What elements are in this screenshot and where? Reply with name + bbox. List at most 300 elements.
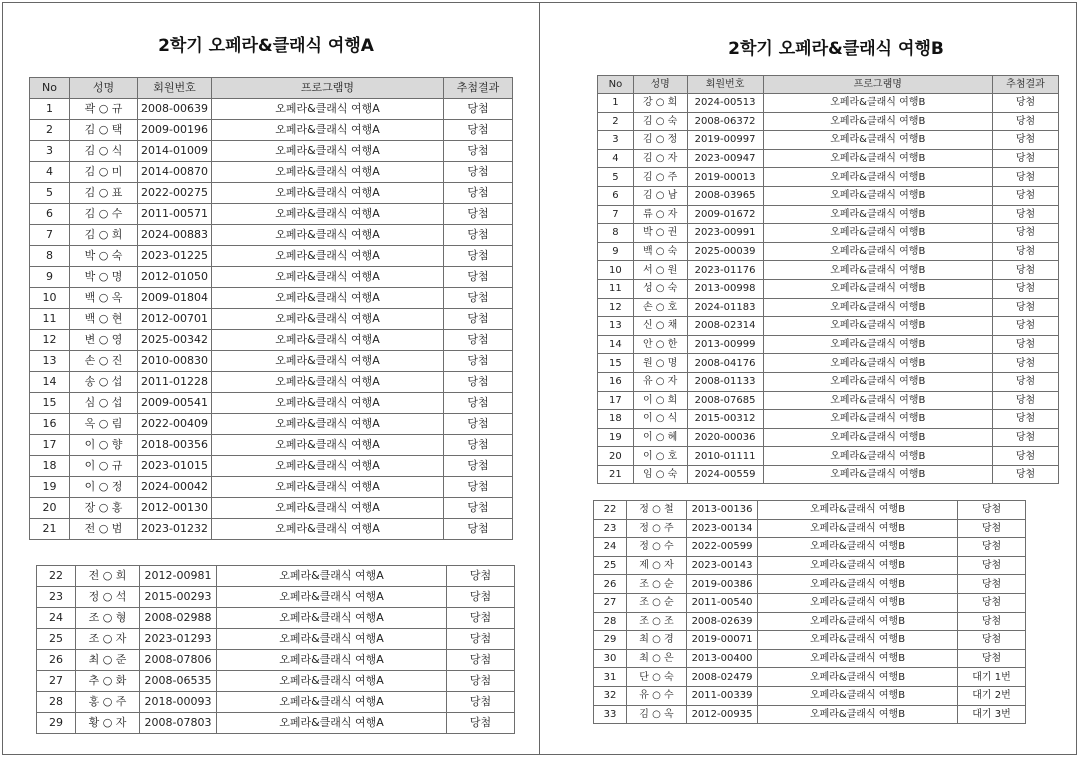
member-id-cell: 2023-00143 [687, 556, 758, 575]
member-id-cell: 2023-00991 [687, 224, 763, 243]
name-cell: 서 ○ 원 [633, 261, 687, 280]
program-cell: 오페라&클래식 여행A [212, 267, 444, 288]
no-cell: 15 [598, 354, 634, 373]
result-cell: 당첨 [444, 498, 513, 519]
program-cell: 오페라&클래식 여행B [763, 149, 992, 168]
name-cell: 백 ○ 숙 [633, 242, 687, 261]
header-program: 프로그램명 [763, 76, 992, 94]
member-id-cell: 2008-07803 [140, 713, 217, 734]
name-cell: 김 ○ 미 [70, 162, 138, 183]
member-id-cell: 2010-01111 [687, 447, 763, 466]
header-result: 추첨결과 [444, 78, 513, 99]
result-cell: 당첨 [992, 242, 1058, 261]
program-cell: 오페라&클래식 여행A [212, 225, 444, 246]
member-id-cell: 2008-06372 [687, 112, 763, 131]
member-id-cell: 2011-01228 [138, 372, 212, 393]
result-cell: 당첨 [444, 330, 513, 351]
result-cell: 당첨 [958, 631, 1026, 650]
table-row [598, 391, 1059, 410]
name-cell: 안 ○ 한 [633, 335, 687, 354]
result-cell: 당첨 [992, 261, 1058, 280]
result-cell: 당첨 [444, 183, 513, 204]
program-cell: 오페라&클래식 여행B [763, 94, 992, 113]
member-id-cell: 2011-00571 [138, 204, 212, 225]
program-cell: 오페라&클래식 여행B [763, 279, 992, 298]
no-cell: 6 [598, 186, 634, 205]
no-cell: 22 [594, 501, 627, 520]
table-row [30, 267, 513, 288]
name-cell: 김 ○ 식 [70, 141, 138, 162]
program-cell: 오페라&클래식 여행A [212, 309, 444, 330]
name-cell: 조 ○ 순 [627, 575, 687, 594]
member-id-cell: 2023-00947 [687, 149, 763, 168]
member-id-cell: 2024-00883 [138, 225, 212, 246]
table-header-row [598, 76, 1059, 94]
table-row [594, 668, 1026, 687]
header-no: No [30, 78, 70, 99]
result-cell: 당첨 [444, 519, 513, 540]
program-cell: 오페라&클래식 여행B [758, 501, 958, 520]
name-cell: 유 ○ 수 [627, 686, 687, 705]
member-id-cell: 2008-03965 [687, 186, 763, 205]
result-cell: 당첨 [444, 456, 513, 477]
member-id-cell: 2011-00540 [687, 593, 758, 612]
program-cell: 오페라&클래식 여행A [212, 120, 444, 141]
name-cell: 성 ○ 숙 [633, 279, 687, 298]
program-cell: 오페라&클래식 여행A [212, 498, 444, 519]
member-id-cell: 2008-02479 [687, 668, 758, 687]
result-cell: 당첨 [447, 692, 515, 713]
no-cell: 24 [37, 608, 76, 629]
result-cell: 당첨 [992, 131, 1058, 150]
name-cell: 정 ○ 주 [627, 519, 687, 538]
name-cell: 김 ○ 자 [633, 149, 687, 168]
header-no: No [598, 76, 634, 94]
table-row [30, 393, 513, 414]
no-cell: 33 [594, 705, 627, 724]
no-cell: 3 [598, 131, 634, 150]
program-cell: 오페라&클래식 여행A [212, 246, 444, 267]
member-id-cell: 2013-00999 [687, 335, 763, 354]
name-cell: 박 ○ 명 [70, 267, 138, 288]
member-id-cell: 2013-00998 [687, 279, 763, 298]
result-cell: 당첨 [447, 713, 515, 734]
name-cell: 손 ○ 호 [633, 298, 687, 317]
name-cell: 이 ○ 식 [633, 410, 687, 429]
no-cell: 8 [598, 224, 634, 243]
result-cell: 당첨 [444, 99, 513, 120]
result-cell: 당첨 [992, 224, 1058, 243]
table-row [37, 608, 515, 629]
member-id-cell: 2008-07685 [687, 391, 763, 410]
no-cell: 20 [598, 447, 634, 466]
name-cell: 조 ○ 조 [627, 612, 687, 631]
program-cell: 오페라&클래식 여행B [763, 131, 992, 150]
program-cell: 오페라&클래식 여행B [763, 391, 992, 410]
no-cell: 7 [30, 225, 70, 246]
result-cell: 당첨 [992, 447, 1058, 466]
table-row [30, 99, 513, 120]
program-cell: 오페라&클래식 여행A [217, 608, 447, 629]
table-row [598, 168, 1059, 187]
name-cell: 심 ○ 섭 [70, 393, 138, 414]
result-cell: 당첨 [992, 149, 1058, 168]
no-cell: 5 [30, 183, 70, 204]
name-cell: 송 ○ 섭 [70, 372, 138, 393]
table-row [30, 372, 513, 393]
no-cell: 14 [598, 335, 634, 354]
no-cell: 4 [598, 149, 634, 168]
program-cell: 오페라&클래식 여행B [763, 372, 992, 391]
no-cell: 10 [598, 261, 634, 280]
result-cell: 당첨 [447, 608, 515, 629]
table-row [594, 631, 1026, 650]
result-cell: 대기 2번 [958, 686, 1026, 705]
no-cell: 5 [598, 168, 634, 187]
table-row [594, 519, 1026, 538]
name-cell: 최 ○ 경 [627, 631, 687, 650]
no-cell: 7 [598, 205, 634, 224]
result-cell: 당첨 [444, 246, 513, 267]
result-cell: 대기 3번 [958, 705, 1026, 724]
member-id-cell: 2014-00870 [138, 162, 212, 183]
no-cell: 31 [594, 668, 627, 687]
no-cell: 8 [30, 246, 70, 267]
result-cell: 당첨 [447, 587, 515, 608]
no-cell: 11 [598, 279, 634, 298]
member-id-cell: 2009-00196 [138, 120, 212, 141]
table-row [30, 351, 513, 372]
name-cell: 임 ○ 숙 [633, 465, 687, 484]
result-cell: 당첨 [992, 335, 1058, 354]
table-row [37, 713, 515, 734]
program-cell: 오페라&클래식 여행B [758, 686, 958, 705]
result-cell: 당첨 [992, 317, 1058, 336]
table-row [30, 183, 513, 204]
program-cell: 오페라&클래식 여행B [763, 261, 992, 280]
member-id-cell: 2011-00339 [687, 686, 758, 705]
no-cell: 11 [30, 309, 70, 330]
no-cell: 18 [30, 456, 70, 477]
member-id-cell: 2018-00356 [138, 435, 212, 456]
program-cell: 오페라&클래식 여행B [763, 428, 992, 447]
result-cell: 당첨 [444, 267, 513, 288]
program-cell: 오페라&클래식 여행B [763, 224, 992, 243]
result-cell: 당첨 [444, 477, 513, 498]
name-cell: 단 ○ 숙 [627, 668, 687, 687]
member-id-cell: 2015-00312 [687, 410, 763, 429]
table-a-part2 [36, 565, 515, 734]
table-row [598, 112, 1059, 131]
result-cell: 당첨 [444, 162, 513, 183]
member-id-cell: 2023-01015 [138, 456, 212, 477]
program-cell: 오페라&클래식 여행A [212, 372, 444, 393]
no-cell: 26 [594, 575, 627, 594]
result-cell: 당첨 [958, 501, 1026, 520]
program-cell: 오페라&클래식 여행A [212, 288, 444, 309]
program-cell: 오페라&클래식 여행B [763, 335, 992, 354]
program-cell: 오페라&클래식 여행A [212, 393, 444, 414]
no-cell: 13 [598, 317, 634, 336]
table-row [598, 261, 1059, 280]
member-id-cell: 2015-00293 [140, 587, 217, 608]
table-row [30, 435, 513, 456]
name-cell: 이 ○ 혜 [633, 428, 687, 447]
member-id-cell: 2022-00409 [138, 414, 212, 435]
member-id-cell: 2023-01176 [687, 261, 763, 280]
table-row [30, 498, 513, 519]
member-id-cell: 2008-04176 [687, 354, 763, 373]
page-title-b: 2학기 오페라&클래식 여행B [728, 39, 944, 59]
program-cell: 오페라&클래식 여행B [763, 205, 992, 224]
member-id-cell: 2013-00136 [687, 501, 758, 520]
right-page [539, 2, 1077, 755]
no-cell: 13 [30, 351, 70, 372]
name-cell: 김 ○ 옥 [627, 705, 687, 724]
program-cell: 오페라&클래식 여행B [763, 298, 992, 317]
no-cell: 27 [594, 593, 627, 612]
result-cell: 당첨 [992, 428, 1058, 447]
member-id-cell: 2019-00071 [687, 631, 758, 650]
name-cell: 신 ○ 채 [633, 317, 687, 336]
program-cell: 오페라&클래식 여행A [212, 141, 444, 162]
program-cell: 오페라&클래식 여행A [217, 587, 447, 608]
table-row [37, 566, 515, 587]
table-row [30, 225, 513, 246]
member-id-cell: 2023-01225 [138, 246, 212, 267]
no-cell: 25 [594, 556, 627, 575]
result-cell: 당첨 [992, 410, 1058, 429]
table-row [598, 149, 1059, 168]
name-cell: 김 ○ 표 [70, 183, 138, 204]
table-row [594, 649, 1026, 668]
table-row [598, 447, 1059, 466]
table-b-part2 [593, 500, 1026, 724]
no-cell: 18 [598, 410, 634, 429]
member-id-cell: 2012-00981 [140, 566, 217, 587]
no-cell: 16 [30, 414, 70, 435]
table-row [598, 428, 1059, 447]
member-id-cell: 2023-01293 [140, 629, 217, 650]
program-cell: 오페라&클래식 여행B [758, 556, 958, 575]
program-cell: 오페라&클래식 여행B [763, 317, 992, 336]
program-cell: 오페라&클래식 여행B [758, 612, 958, 631]
name-cell: 제 ○ 자 [627, 556, 687, 575]
program-cell: 오페라&클래식 여행B [763, 354, 992, 373]
name-cell: 김 ○ 주 [633, 168, 687, 187]
table-row [30, 477, 513, 498]
member-id-cell: 2008-00639 [138, 99, 212, 120]
header-member-id: 회원번호 [687, 76, 763, 94]
table-row [598, 279, 1059, 298]
program-cell: 오페라&클래식 여행B [763, 410, 992, 429]
member-id-cell: 2012-00130 [138, 498, 212, 519]
result-cell: 당첨 [992, 112, 1058, 131]
member-id-cell: 2018-00093 [140, 692, 217, 713]
table-row [37, 692, 515, 713]
no-cell: 6 [30, 204, 70, 225]
no-cell: 10 [30, 288, 70, 309]
table-b-part1 [597, 75, 1059, 484]
no-cell: 14 [30, 372, 70, 393]
program-cell: 오페라&클래식 여행B [763, 242, 992, 261]
table-row [598, 465, 1059, 484]
table-row [598, 335, 1059, 354]
result-cell: 당첨 [447, 671, 515, 692]
name-cell: 정 ○ 철 [627, 501, 687, 520]
no-cell: 4 [30, 162, 70, 183]
header-member-id: 회원번호 [138, 78, 212, 99]
program-cell: 오페라&클래식 여행A [212, 414, 444, 435]
member-id-cell: 2023-01232 [138, 519, 212, 540]
no-cell: 12 [30, 330, 70, 351]
no-cell: 3 [30, 141, 70, 162]
name-cell: 변 ○ 영 [70, 330, 138, 351]
member-id-cell: 2014-01009 [138, 141, 212, 162]
result-cell: 당첨 [992, 205, 1058, 224]
table-row [30, 288, 513, 309]
no-cell: 1 [598, 94, 634, 113]
name-cell: 최 ○ 준 [76, 650, 140, 671]
program-cell: 오페라&클래식 여행A [217, 566, 447, 587]
name-cell: 전 ○ 범 [70, 519, 138, 540]
table-row [594, 556, 1026, 575]
program-cell: 오페라&클래식 여행B [758, 649, 958, 668]
name-cell: 김 ○ 남 [633, 186, 687, 205]
program-cell: 오페라&클래식 여행A [212, 477, 444, 498]
result-cell: 당첨 [958, 593, 1026, 612]
no-cell: 22 [37, 566, 76, 587]
table-row [594, 686, 1026, 705]
result-cell: 당첨 [444, 309, 513, 330]
program-cell: 오페라&클래식 여행A [212, 330, 444, 351]
no-cell: 28 [594, 612, 627, 631]
result-cell: 당첨 [444, 141, 513, 162]
table-row [30, 414, 513, 435]
member-id-cell: 2008-07806 [140, 650, 217, 671]
table-row [594, 705, 1026, 724]
name-cell: 전 ○ 희 [76, 566, 140, 587]
table-row [30, 456, 513, 477]
result-cell: 당첨 [444, 288, 513, 309]
program-cell: 오페라&클래식 여행A [212, 183, 444, 204]
no-cell: 21 [30, 519, 70, 540]
program-cell: 오페라&클래식 여행A [212, 351, 444, 372]
program-cell: 오페라&클래식 여행B [758, 519, 958, 538]
name-cell: 장 ○ 홍 [70, 498, 138, 519]
table-row [30, 204, 513, 225]
result-cell: 당첨 [992, 279, 1058, 298]
name-cell: 이 ○ 정 [70, 477, 138, 498]
member-id-cell: 2022-00275 [138, 183, 212, 204]
no-cell: 12 [598, 298, 634, 317]
name-cell: 김 ○ 숙 [633, 112, 687, 131]
table-row [598, 354, 1059, 373]
header-program: 프로그램명 [212, 78, 444, 99]
result-cell: 당첨 [992, 391, 1058, 410]
table-row [37, 587, 515, 608]
program-cell: 오페라&클래식 여행B [763, 112, 992, 131]
member-id-cell: 2008-02639 [687, 612, 758, 631]
table-row [30, 330, 513, 351]
program-cell: 오페라&클래식 여행A [212, 435, 444, 456]
program-cell: 오페라&클래식 여행A [212, 204, 444, 225]
result-cell: 당첨 [447, 629, 515, 650]
program-cell: 오페라&클래식 여행B [763, 186, 992, 205]
result-cell: 당첨 [444, 393, 513, 414]
table-row [598, 372, 1059, 391]
table-row [30, 162, 513, 183]
name-cell: 김 ○ 택 [70, 120, 138, 141]
table-row [30, 309, 513, 330]
name-cell: 옥 ○ 림 [70, 414, 138, 435]
no-cell: 17 [598, 391, 634, 410]
no-cell: 23 [594, 519, 627, 538]
name-cell: 조 ○ 자 [76, 629, 140, 650]
table-row [598, 410, 1059, 429]
no-cell: 9 [30, 267, 70, 288]
program-cell: 오페라&클래식 여행A [217, 629, 447, 650]
name-cell: 이 ○ 향 [70, 435, 138, 456]
no-cell: 21 [598, 465, 634, 484]
header-name: 성명 [70, 78, 138, 99]
member-id-cell: 2019-00013 [687, 168, 763, 187]
table-row [598, 242, 1059, 261]
name-cell: 강 ○ 희 [633, 94, 687, 113]
member-id-cell: 2008-06535 [140, 671, 217, 692]
name-cell: 정 ○ 수 [627, 538, 687, 557]
name-cell: 홍 ○ 주 [76, 692, 140, 713]
result-cell: 당첨 [447, 650, 515, 671]
result-cell: 당첨 [958, 612, 1026, 631]
no-cell: 26 [37, 650, 76, 671]
name-cell: 김 ○ 희 [70, 225, 138, 246]
member-id-cell: 2012-01050 [138, 267, 212, 288]
member-id-cell: 2020-00036 [687, 428, 763, 447]
name-cell: 조 ○ 형 [76, 608, 140, 629]
no-cell: 32 [594, 686, 627, 705]
result-cell: 당첨 [992, 168, 1058, 187]
member-id-cell: 2008-01133 [687, 372, 763, 391]
program-cell: 오페라&클래식 여행B [758, 668, 958, 687]
no-cell: 20 [30, 498, 70, 519]
program-cell: 오페라&클래식 여행A [217, 650, 447, 671]
table-row [598, 94, 1059, 113]
table-row [594, 575, 1026, 594]
name-cell: 박 ○ 권 [633, 224, 687, 243]
no-cell: 9 [598, 242, 634, 261]
table-a-part1 [29, 77, 513, 540]
member-id-cell: 2023-00134 [687, 519, 758, 538]
program-cell: 오페라&클래식 여행A [217, 692, 447, 713]
result-cell: 당첨 [958, 519, 1026, 538]
table-row [37, 629, 515, 650]
left-page [2, 2, 540, 755]
no-cell: 19 [598, 428, 634, 447]
table-row [598, 224, 1059, 243]
name-cell: 이 ○ 희 [633, 391, 687, 410]
result-cell: 당첨 [992, 186, 1058, 205]
result-cell: 당첨 [444, 435, 513, 456]
program-cell: 오페라&클래식 여행A [212, 162, 444, 183]
member-id-cell: 2008-02314 [687, 317, 763, 336]
result-cell: 당첨 [992, 354, 1058, 373]
member-id-cell: 2025-00039 [687, 242, 763, 261]
no-cell: 24 [594, 538, 627, 557]
result-cell: 당첨 [992, 465, 1058, 484]
member-id-cell: 2025-00342 [138, 330, 212, 351]
member-id-cell: 2024-00042 [138, 477, 212, 498]
